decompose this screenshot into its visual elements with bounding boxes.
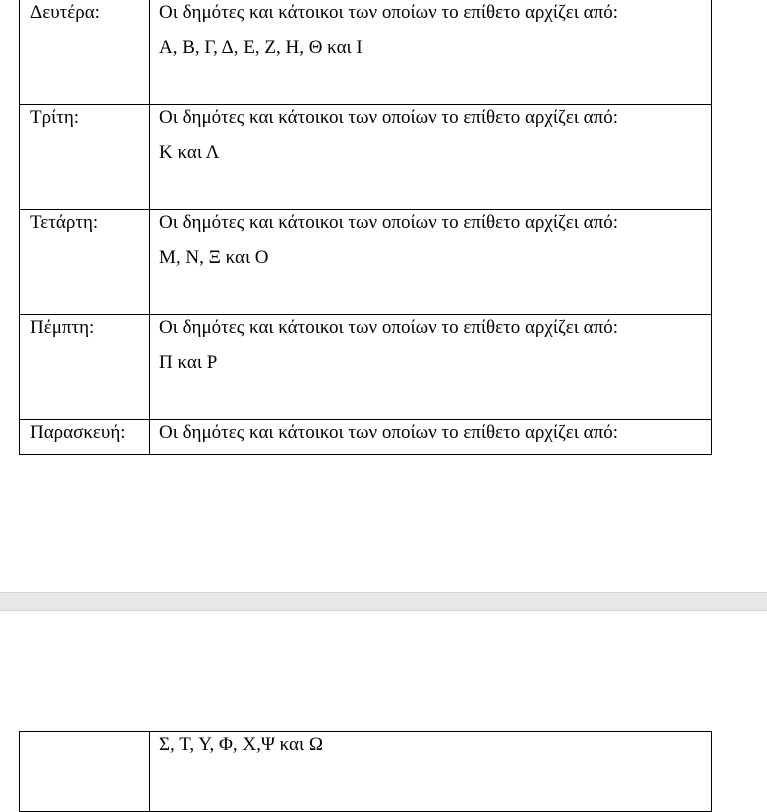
description-text: Οι δημότες και κάτοικοι των οποίων το επίθετο αρχίζει από:: [159, 422, 618, 443]
description-cell: [150, 210, 712, 315]
page-break-gap: [0, 592, 767, 611]
day-cell: Τρίτη:: [20, 105, 150, 210]
description-text: Οι δημότες και κάτοικοι των οποίων το επίθετο αρχίζει από:: [159, 2, 618, 23]
table-row-monday: [20, 0, 712, 105]
table-row-thursday: [20, 315, 712, 420]
description-cell: [150, 420, 712, 455]
description-cell: [150, 315, 712, 420]
schedule-table-continuation: [19, 731, 712, 812]
description-cell: [150, 732, 712, 812]
description-text: Οι δημότες και κάτοικοι των οποίων το επίθετο αρχίζει από:: [159, 317, 618, 338]
description-text: Οι δημότες και κάτοικοι των οποίων το επίθετο αρχίζει από:: [159, 212, 618, 233]
surname-letters: Μ, Ν, Ξ και Ο: [159, 247, 269, 268]
day-cell: Δευτέρα:: [20, 0, 150, 105]
table-row-friday-continued: [20, 732, 712, 812]
day-cell: Παρασκευή:: [20, 420, 150, 455]
schedule-table: [19, 0, 712, 455]
description-cell: [150, 0, 712, 105]
surname-letters: Α, Β, Γ, Δ, Ε, Ζ, Η, Θ και Ι: [159, 37, 363, 58]
table-row-tuesday: [20, 105, 712, 210]
description-text: Οι δημότες και κάτοικοι των οποίων το επίθετο αρχίζει από:: [159, 107, 618, 128]
surname-letters: Κ και Λ: [159, 142, 220, 163]
day-cell: Τετάρτη:: [20, 210, 150, 315]
document-page-2: [0, 611, 767, 789]
table-row-wednesday: [20, 210, 712, 315]
day-cell: Πέμπτη:: [20, 315, 150, 420]
surname-letters: Σ, Τ, Υ, Φ, Χ,Ψ και Ω: [159, 734, 323, 755]
day-cell-empty: [20, 732, 150, 812]
description-cell: [150, 105, 712, 210]
surname-letters: Π και Ρ: [159, 352, 218, 373]
table-row-friday: [20, 420, 712, 455]
